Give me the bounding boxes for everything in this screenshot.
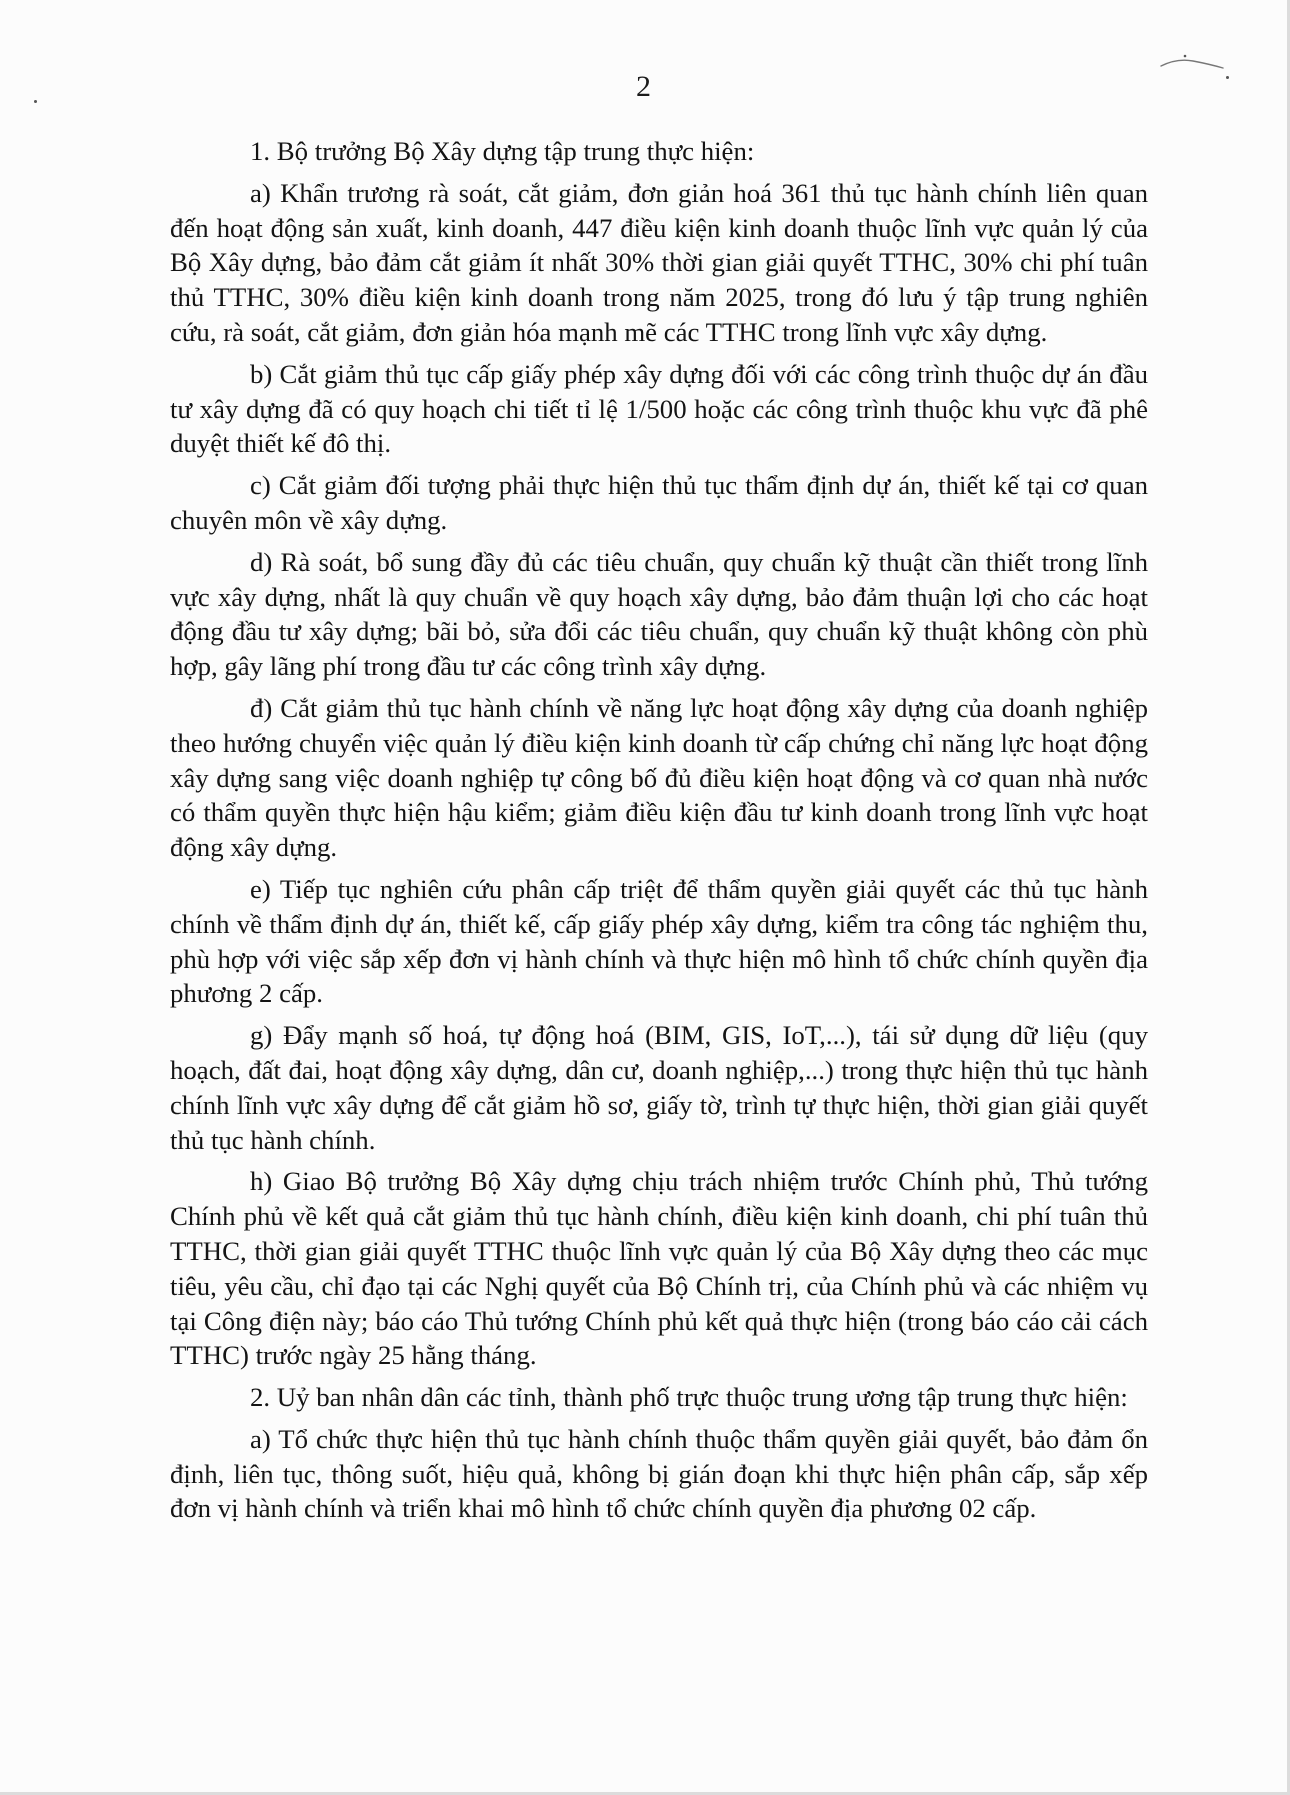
section-1-heading: 1. Bộ trưởng Bộ Xây dựng tập trung thực hiện: [250, 136, 755, 166]
paragraph-1b: b) Cắt giảm thủ tục cấp giấy phép xây dựng đối với các công trình thuộc dự án đầu tư xây dựng đã có quy hoạch chi tiết tỉ lệ 1/500 hoặc các công trình thuộc khu vực đã phê duyệt thiết kế đô thị. [170, 358, 1148, 459]
paragraph-1dd: đ) Cắt giảm thủ tục hành chính về năng lực hoạt động xây dựng của doanh nghiệp theo hướng chuyển việc quản lý điều kiện kinh doanh từ cấp chứng chỉ năng lực hoạt động xây dựng sang việc doanh nghiệp tự công bố đủ điều kiện hoạt động và cơ quan nhà nước có thẩm quyền thực hiện hậu kiểm; giảm điều kiện đầu tư kinh doanh trong lĩnh vực hoạt động xây dựng. [170, 692, 1148, 863]
paragraph-1e: e) Tiếp tục nghiên cứu phân cấp triệt để thẩm quyền giải quyết các thủ tục hành chính về thẩm định dự án, thiết kế, cấp giấy phép xây dựng, kiểm tra công tác nghiệm thu, phù hợp với việc sắp xếp đơn vị hành chính và thực hiện mô hình tổ chức chính quyền địa phương 2 cấp. [170, 873, 1148, 1009]
document-body [170, 134, 1148, 1533]
page-number: 2 [636, 70, 651, 103]
section-2-heading: 2. Uỷ ban nhân dân các tỉnh, thành phố trực thuộc trung ương tập trung thực hiện: [250, 1382, 1128, 1413]
paragraph-1h: h) Giao Bộ trưởng Bộ Xây dựng chịu trách nhiệm trước Chính phủ, Thủ tướng Chính phủ về kết quả cắt giảm thủ tục hành chính, điều kiện kinh doanh, chi phí tuân thủ TTHC, thời gian giải quyết TTHC thuộc lĩnh vực quản lý của Bộ Xây dựng theo các mục tiêu, yêu cầu, chỉ đạo tại các Nghị quyết của Bộ Chính trị, của Chính phủ và các nhiệm vụ tại Công điện này; báo cáo Thủ tướng Chính phủ kết quả thực hiện (trong báo cáo cải cách TTHC) trước ngày 25 hằng tháng. [170, 1166, 1148, 1371]
paragraph-1a: a) Khẩn trương rà soát, cắt giảm, đơn giản hoá 361 thủ tục hành chính liên quan đến hoạt động sản xuất, kinh doanh, 447 điều kiện kinh doanh thuộc lĩnh vực quản lý của Bộ Xây dựng, bảo đảm cắt giảm ít nhất 30% thời gian giải quyết TTHC, 30% chi phí tuân thủ TTHC, 30% điều kiện kinh doanh trong năm 2025, trong đó lưu ý tập trung nghiên cứu, rà soát, cắt giảm, đơn giản hóa mạnh mẽ các TTHC trong lĩnh vực xây dựng. [170, 177, 1148, 347]
paragraph-1d: d) Rà soát, bổ sung đầy đủ các tiêu chuẩn, quy chuẩn kỹ thuật cần thiết trong lĩnh vực xây dựng, nhất là quy chuẩn về quy hoạch xây dựng, bảo đảm thuận lợi cho các hoạt động đầu tư xây dựng; bãi bỏ, sửa đổi các tiêu chuẩn, quy chuẩn kỹ thuật không còn phù hợp, gây lãng phí trong đầu tư các công trình xây dựng. [170, 546, 1148, 682]
paragraph-1c: c) Cắt giảm đối tượng phải thực hiện thủ tục thẩm định dự án, thiết kế tại cơ quan chuyên môn về xây dựng. [170, 470, 1148, 535]
paragraph-1g: g) Đẩy mạnh số hoá, tự động hoá (BIM, GIS, IoT,...), tái sử dụng dữ liệu (quy hoạch, đất đai, hoạt động xây dựng, dân cư, doanh nghiệp,...) trong thực hiện thủ tục hành chính lĩnh vực xây dựng để cắt giảm hồ sơ, giấy tờ, trình tự thực hiện, thời gian giải quyết thủ tục hành chính. [170, 1020, 1148, 1155]
paragraph-2a: a) Tổ chức thực hiện thủ tục hành chính thuộc thẩm quyền giải quyết, bảo đảm ổn định, liên tục, thông suốt, hiệu quả, không bị gián đoạn khi thực hiện phân cấp, sắp xếp đơn vị hành chính và triển khai mô hình tổ chức chính quyền địa phương 02 cấp. [170, 1423, 1148, 1524]
scan-artifact-mark [1157, 52, 1227, 72]
